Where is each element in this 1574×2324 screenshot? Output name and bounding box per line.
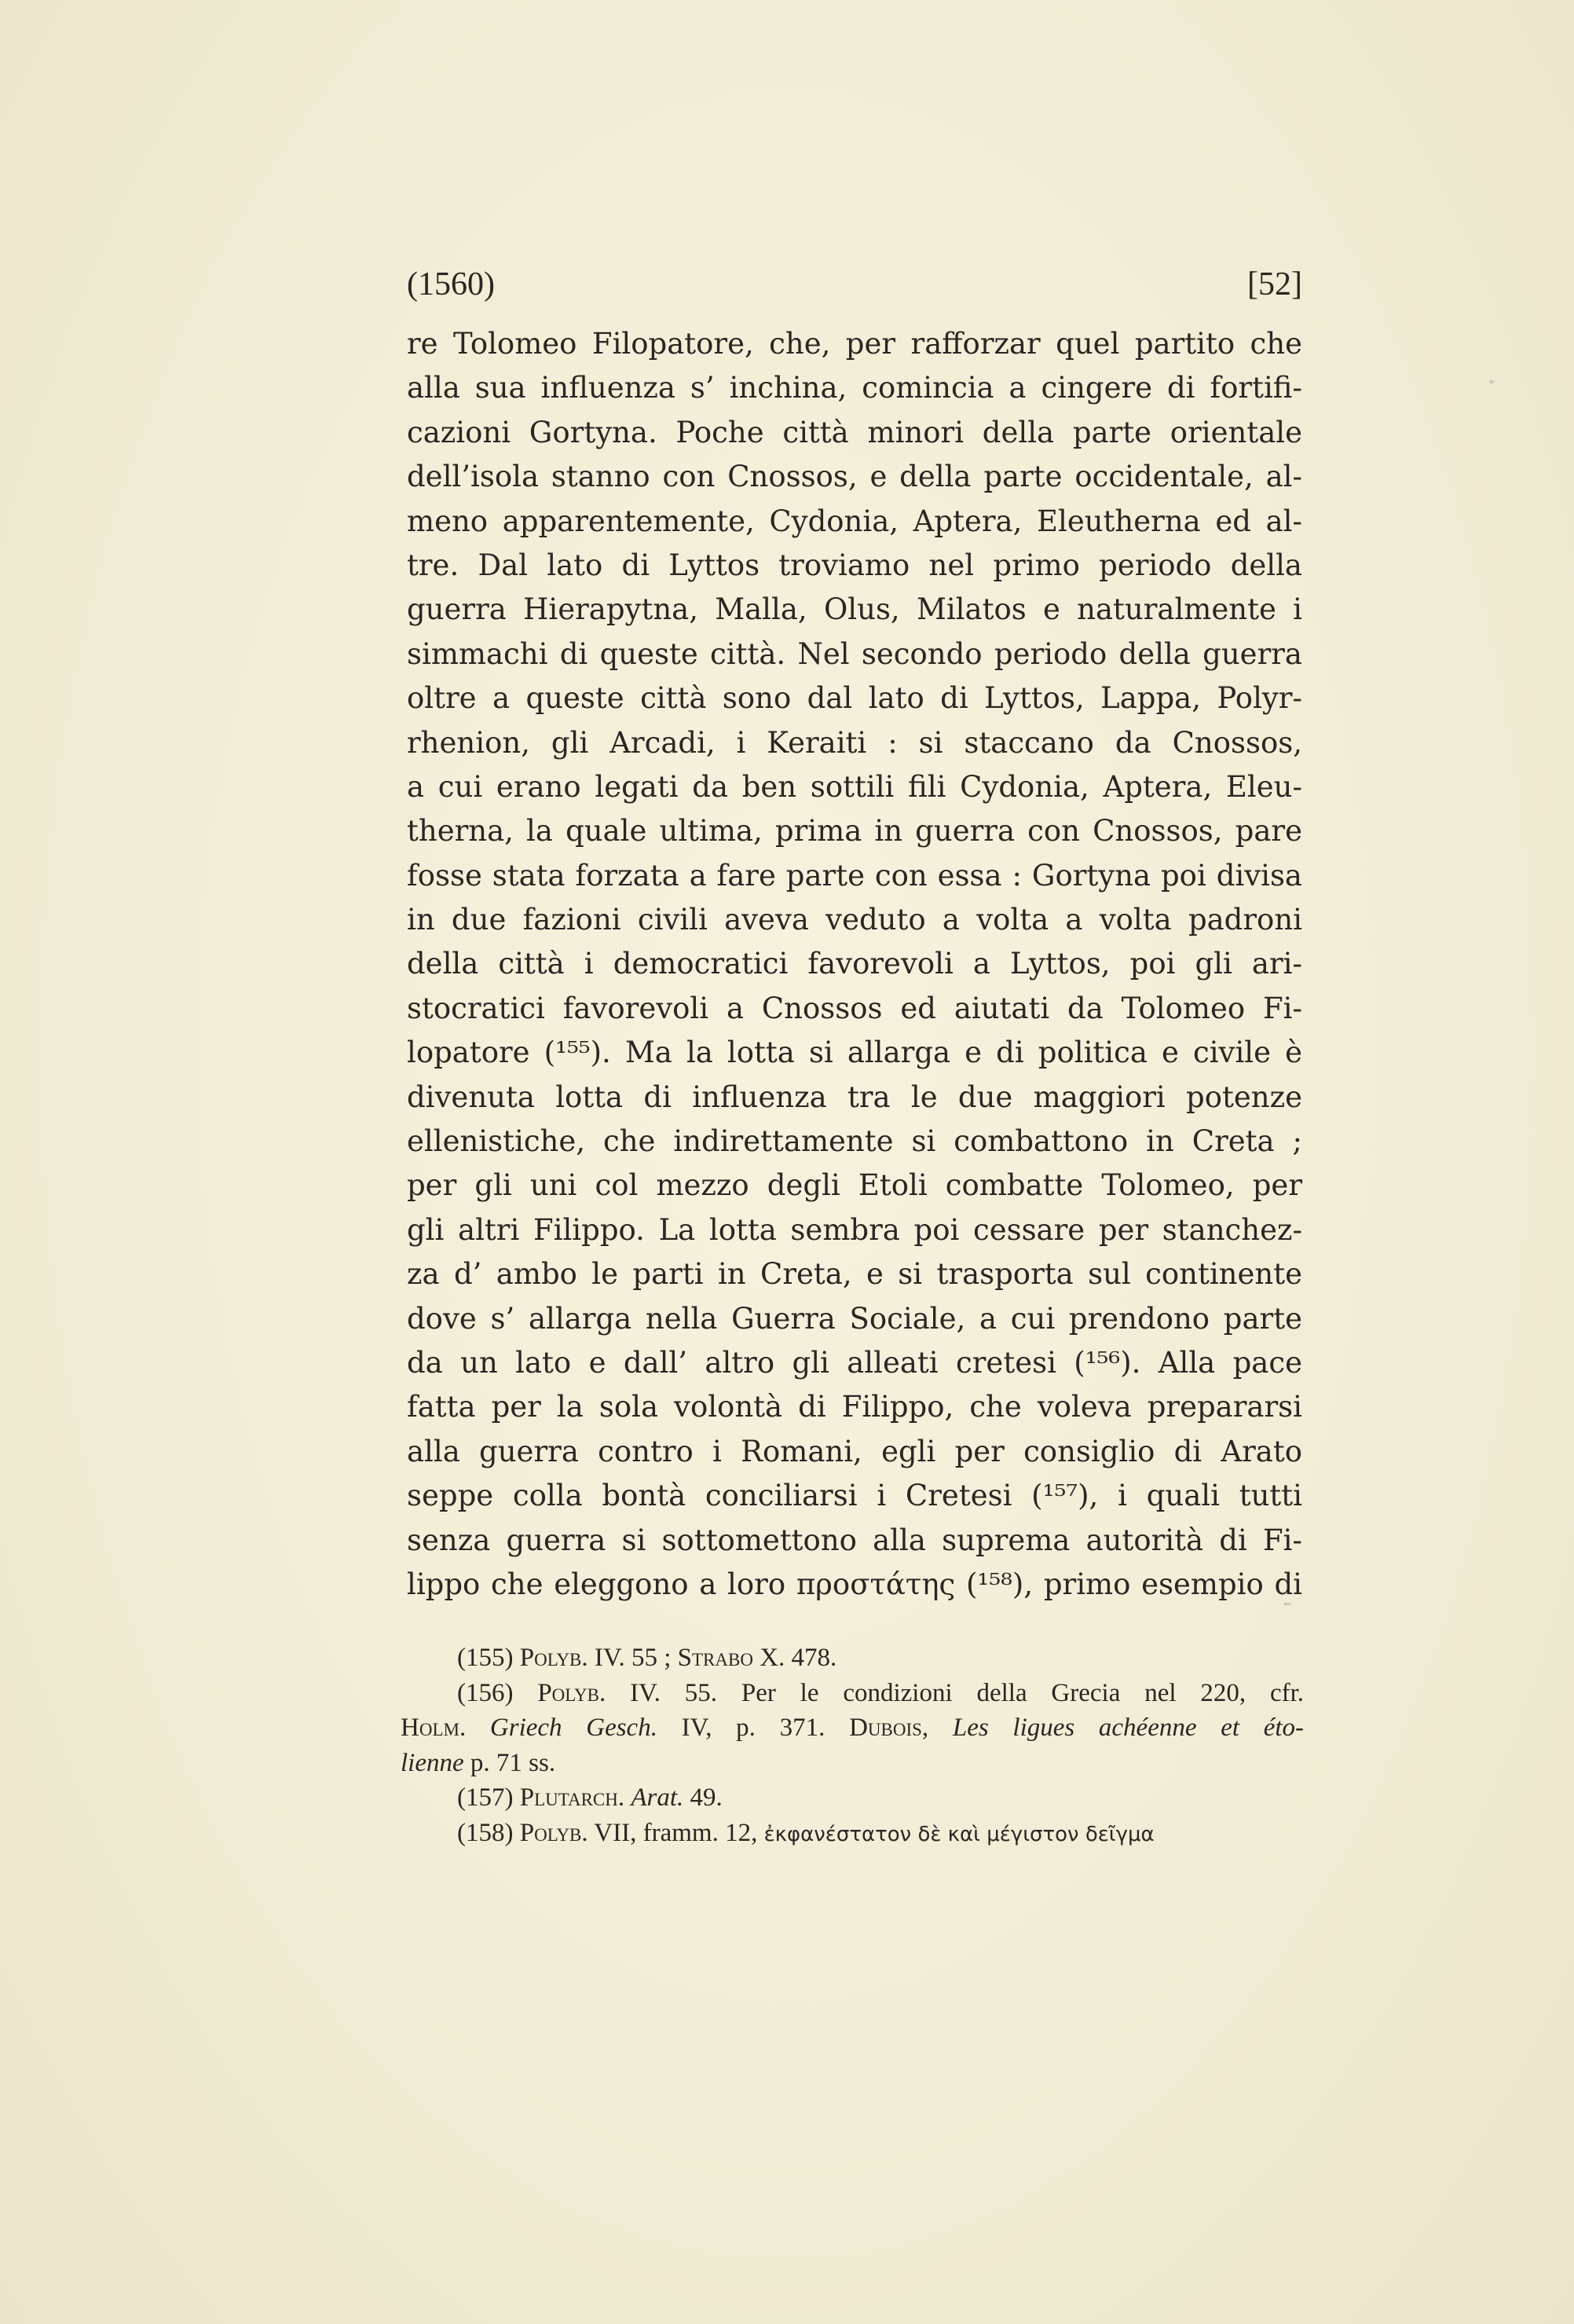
footnote-156-line1 (401, 1676, 1304, 1711)
work-title: Arat. (631, 1783, 684, 1812)
citation-text: IV. 55. Per le condizioni della Grecia nel 220, cfr. (606, 1678, 1304, 1707)
text-line: simmachi di queste città. Nel secondo periodo della guerra (407, 636, 1302, 671)
footnote-156-line3 (401, 1746, 1304, 1781)
text-line: divenuta lotta di influenza tra le due maggiori potenze (407, 1080, 1302, 1114)
text-line: oltre a queste città sono dal lato di Lyttos, Lappa, Polyr- (407, 681, 1302, 716)
footnote-number: (157) (457, 1783, 514, 1812)
author-abbrev: Holm. (401, 1714, 467, 1742)
text-line: seppe colla bontà conciliarsi i Cretesi (¹⁵⁷), i quali tutti (407, 1479, 1302, 1513)
text-line: meno apparentemente, Cydonia, Aptera, Eleutherna ed al- (407, 504, 1302, 538)
paper-speck (1489, 380, 1494, 383)
footnote-155 (401, 1640, 1304, 1676)
author-abbrev: Polyb. (537, 1678, 606, 1707)
text-line: cazioni Gortyna. Poche città minori della parte orientale (407, 415, 1302, 449)
text-line: fosse stata forzata a fare parte con essa : Gortyna poi divisa (407, 858, 1302, 893)
paper-speck (1283, 1603, 1291, 1605)
footnotes-block (401, 1640, 1304, 1850)
text-line: per gli uni col mezzo degli Etoli combatte Tolomeo, per (407, 1168, 1302, 1203)
text-line: a cui erano legati da ben sottili fili Cydonia, Aptera, Eleu- (407, 769, 1302, 804)
footnote-158 (401, 1816, 1304, 1851)
text-line: della città i democratici favorevoli a Lyttos, poi gli ari- (407, 947, 1302, 981)
main-text-block (407, 322, 1302, 1607)
author-abbrev: Plutarch. (519, 1783, 625, 1812)
text-line: alla guerra contro i Romani, egli per consiglio di Arato (407, 1434, 1302, 1468)
citation-text: IV, p. 371. (657, 1714, 850, 1742)
citation-text: 49. (683, 1783, 723, 1812)
text-line: alla sua influenza s’ inchina, comincia a cingere di fortifi- (407, 371, 1302, 405)
work-title: Les ligues achéenne et éto- (952, 1714, 1305, 1742)
text-line: rhenion, gli Arcadi, i Keraiti : si staccano da Cnossos, (407, 725, 1302, 760)
work-title: Griech Gesch. (489, 1714, 657, 1742)
citation-text (466, 1714, 490, 1742)
text-line: guerra Hierapytna, Malla, Olus, Milatos e naturalmente i (407, 592, 1302, 627)
footnote-number: (156) (457, 1678, 514, 1707)
work-title: lienne (401, 1748, 464, 1777)
footnote-number: (155) (457, 1644, 514, 1672)
text-line: re Tolomeo Filopatore, che, per rafforzar quel partito che (407, 327, 1302, 361)
text-line: in due fazioni civili aveva veduto a volta a volta padroni (407, 903, 1302, 937)
text-line: ellenistiche, che indirettamente si combattono in Creta ; (407, 1124, 1302, 1159)
footnote-156-line2 (401, 1710, 1304, 1746)
page-number-right: [52] (1247, 266, 1302, 302)
text-line: stocratici favorevoli a Cnossos ed aiutati da Tolomeo Fi- (407, 991, 1302, 1025)
author-abbrev: Dubois (849, 1714, 922, 1742)
footnote-157 (401, 1780, 1304, 1816)
citation-text: , (921, 1714, 953, 1742)
text-line: therna, la quale ultima, prima in guerra con Cnossos, pare (407, 814, 1302, 849)
text-line: lippo che eleggono a loro προστάτης (¹⁵⁸), primo esempio di (407, 1567, 1302, 1601)
text-line: fatta per la sola volontà di Filippo, che voleva prepararsi (407, 1390, 1302, 1424)
greek-quotation: ἐκφανέστατον δὲ καὶ μέγιστον δεῖγμα (763, 1822, 1155, 1846)
citation-text: X. 478. (752, 1644, 837, 1672)
citation-text: p. 71 ss. (463, 1748, 556, 1777)
text-line: dell’isola stanno con Cnossos, e della parte occidentale, al- (407, 460, 1302, 494)
author-abbrev: Polyb. (519, 1818, 588, 1847)
page-header (407, 266, 1302, 313)
text-line: dove s’ allarga nella Guerra Sociale, a cui prendono parte (407, 1301, 1302, 1336)
author-abbrev: Polyb. (519, 1644, 588, 1672)
author-abbrev: Strabo (677, 1644, 753, 1672)
text-line: senza guerra si sottomettono alla suprema autorità di Fi- (407, 1523, 1302, 1557)
citation-text: VII, framm. 12, (588, 1818, 764, 1847)
text-line: lopatore (¹⁵⁵). Ma la lotta si allarga e di politica e civile è (407, 1036, 1302, 1070)
text-line: da un lato e dall’ altro gli alleati cretesi (¹⁵⁶). Alla pace (407, 1345, 1302, 1380)
citation-text: IV. 55 ; (588, 1644, 678, 1672)
text-line: za d’ ambo le parti in Creta, e si trasporta sul continente (407, 1257, 1302, 1292)
footnote-number: (158) (457, 1818, 514, 1847)
page-number-left: (1560) (407, 266, 495, 302)
text-line: gli altri Filippo. La lotta sembra poi cessare per stanchez- (407, 1212, 1302, 1247)
text-line: tre. Dal lato di Lyttos troviamo nel primo periodo della (407, 548, 1302, 582)
